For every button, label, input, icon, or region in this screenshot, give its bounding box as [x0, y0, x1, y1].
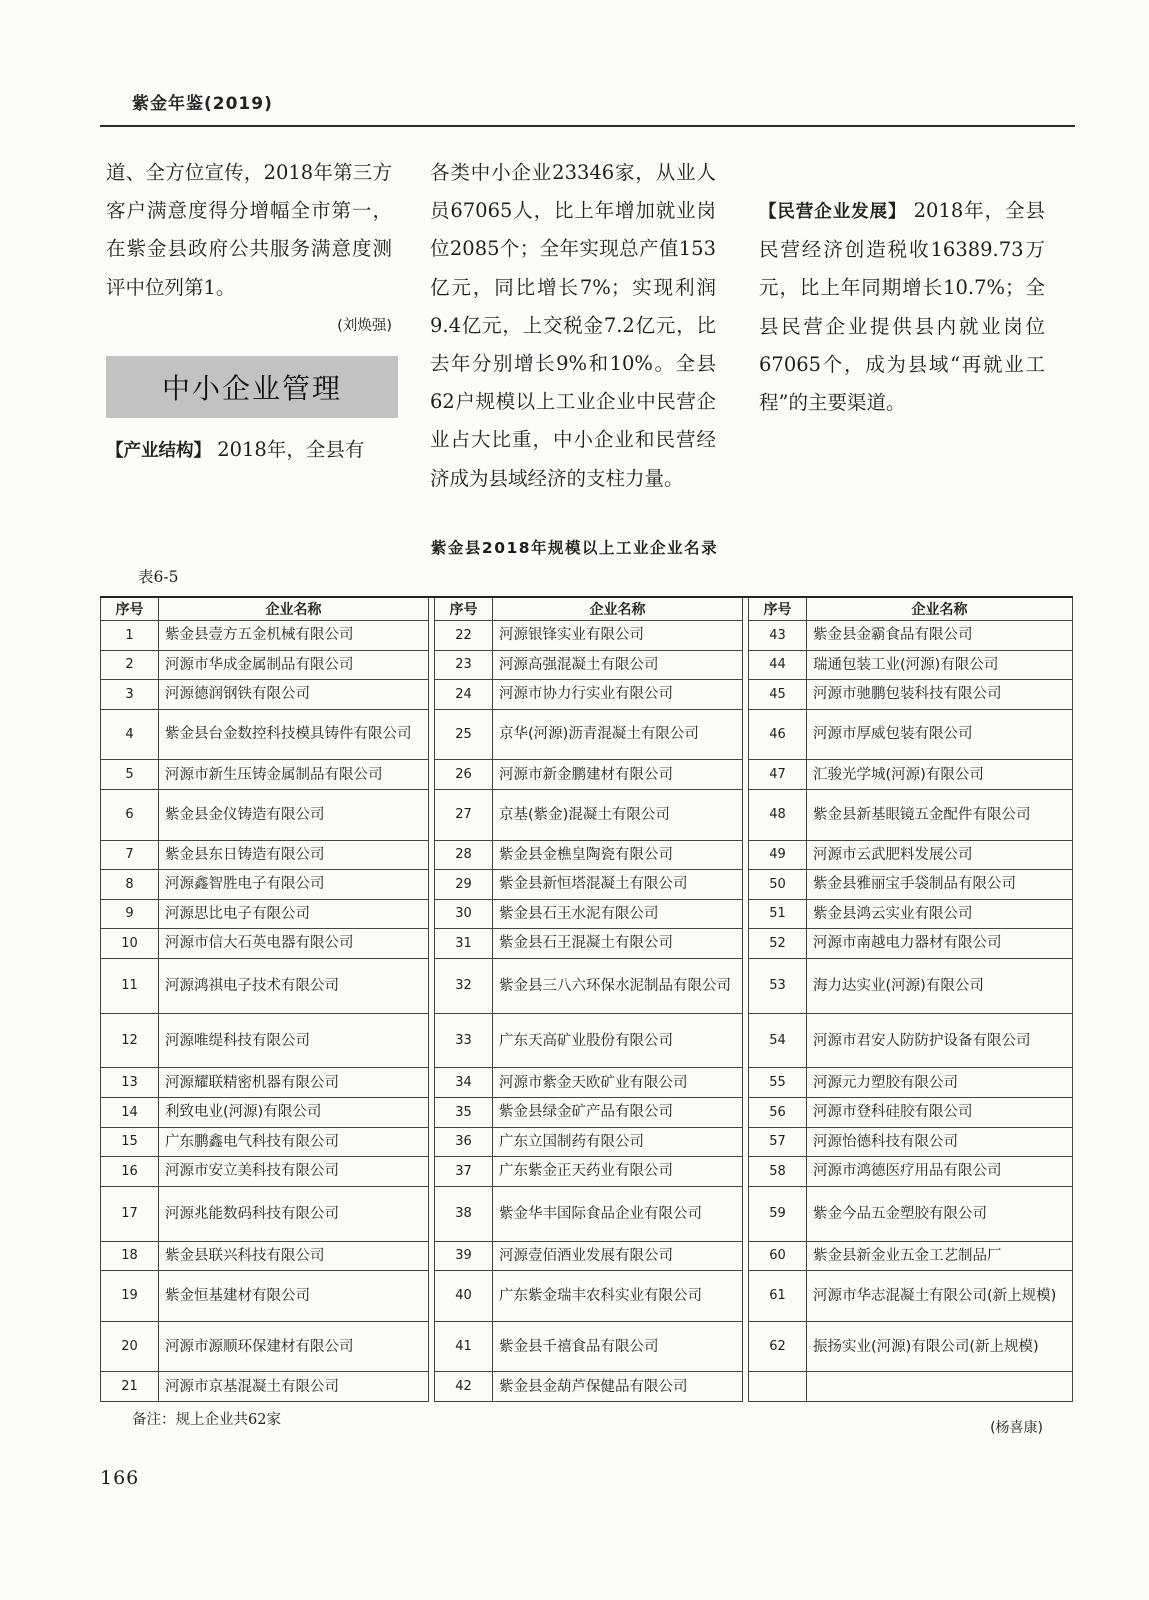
entry-company-name: 河源元力塑胶有限公司 [807, 1068, 1073, 1098]
entry-number: 54 [749, 1013, 807, 1068]
entry-number: 35 [435, 1097, 493, 1127]
author-signature: (刘焕强) [337, 317, 392, 334]
entry-company-name: 紫金县千禧食品有限公司 [493, 1321, 743, 1372]
table-row [101, 1157, 1073, 1187]
paragraph-industry-structure [106, 431, 392, 470]
entry-company-name: 河源鑫智胜电子有限公司 [159, 870, 429, 900]
table-row [101, 709, 1073, 760]
table-row [101, 680, 1073, 710]
table-row [101, 621, 1073, 651]
entry-company-name: 紫金县台金数控科技模具铸件有限公司 [159, 709, 429, 760]
entry-number: 4 [101, 709, 159, 760]
table-header-row [101, 597, 1073, 621]
table-row [101, 1186, 1073, 1241]
entry-company-name: 河源唯缇科技有限公司 [159, 1013, 429, 1068]
entry-number: 36 [435, 1127, 493, 1157]
entry-company-name: 河源市驰鹏包装科技有限公司 [807, 680, 1073, 710]
entry-number: 6 [101, 789, 159, 840]
entry-number: 16 [101, 1157, 159, 1187]
header-rule [100, 125, 1075, 127]
entry-number: 11 [101, 958, 159, 1013]
entry-company-name: 河源德润钢铁有限公司 [159, 680, 429, 710]
entry-number: 23 [435, 650, 493, 680]
entry-number: 32 [435, 958, 493, 1013]
entry-company-name: 河源市君安人防防护设备有限公司 [807, 1013, 1073, 1068]
entry-company-name: 广东天高矿业股份有限公司 [493, 1013, 743, 1068]
header-name: 企业名称 [807, 597, 1073, 621]
entry-number: 13 [101, 1068, 159, 1098]
entry-number [749, 1372, 807, 1402]
entry-company-name: 河源怡德科技有限公司 [807, 1127, 1073, 1157]
table-row [101, 1271, 1073, 1322]
header-name: 企业名称 [493, 597, 743, 621]
entry-number: 58 [749, 1157, 807, 1187]
entry-company-name: 振扬实业(河源)有限公司(新上规模) [807, 1321, 1073, 1372]
table-row [101, 1372, 1073, 1402]
entry-number: 19 [101, 1271, 159, 1322]
entry-number: 5 [101, 760, 159, 790]
entry-number: 25 [435, 709, 493, 760]
entry-company-name: 京基(紫金)混凝土有限公司 [493, 789, 743, 840]
entry-number: 27 [435, 789, 493, 840]
entry-company-name: 紫金恒基建材有限公司 [159, 1271, 429, 1322]
entry-number: 56 [749, 1097, 807, 1127]
entry-company-name: 广东鹏鑫电气科技有限公司 [159, 1127, 429, 1157]
entry-company-name: 海力达实业(河源)有限公司 [807, 958, 1073, 1013]
table-row [101, 760, 1073, 790]
entry-company-name: 紫金今品五金塑胶有限公司 [807, 1186, 1073, 1241]
entry-number: 52 [749, 929, 807, 959]
entry-company-name: 紫金县金仪铸造有限公司 [159, 789, 429, 840]
header-num: 序号 [749, 597, 807, 621]
entry-number: 62 [749, 1321, 807, 1372]
entry-company-name: 汇骏光学城(河源)有限公司 [807, 760, 1073, 790]
entry-number: 41 [435, 1321, 493, 1372]
entry-number: 39 [435, 1241, 493, 1271]
entry-company-name: 河源市新金鹏建材有限公司 [493, 760, 743, 790]
entry-number: 20 [101, 1321, 159, 1372]
entry-number: 34 [435, 1068, 493, 1098]
header-name: 企业名称 [159, 597, 429, 621]
entry-company-name: 瑞通包装工业(河源)有限公司 [807, 650, 1073, 680]
header-num: 序号 [101, 597, 159, 621]
entry-company-name: 河源市鸿德医疗用品有限公司 [807, 1157, 1073, 1187]
entry-number: 55 [749, 1068, 807, 1098]
paragraph-service-evaluation: 道、全方位宣传，2018年第三方客户满意度得分增幅全市第一，在紫金县政府公共服务满意度测评中位列第1。 [106, 161, 392, 299]
table-row [101, 1097, 1073, 1127]
entry-company-name: 河源市紫金天欧矿业有限公司 [493, 1068, 743, 1098]
entry-number: 49 [749, 840, 807, 870]
entry-number: 28 [435, 840, 493, 870]
entry-company-name: 紫金县金葫芦保健品有限公司 [493, 1372, 743, 1402]
enterprise-directory-table [100, 596, 1073, 1402]
table-label: 表6-5 [138, 568, 179, 586]
entry-number: 43 [749, 621, 807, 651]
entry-company-name: 广东紫金瑞丰农科实业有限公司 [493, 1271, 743, 1322]
entry-number: 38 [435, 1186, 493, 1241]
entry-number: 31 [435, 929, 493, 959]
entry-company-name: 广东立国制药有限公司 [493, 1127, 743, 1157]
entry-number: 30 [435, 899, 493, 929]
column-1 [106, 154, 392, 345]
entry-company-name: 河源市源顺环保建材有限公司 [159, 1321, 429, 1372]
entry-company-name: 紫金县壹方五金机械有限公司 [159, 621, 429, 651]
entry-number: 10 [101, 929, 159, 959]
entry-number: 48 [749, 789, 807, 840]
entry-number: 37 [435, 1157, 493, 1187]
entry-company-name: 河源市新生压铸金属制品有限公司 [159, 760, 429, 790]
entry-company-name: 河源耀联精密机器有限公司 [159, 1068, 429, 1098]
entry-company-name: 利致电业(河源)有限公司 [159, 1097, 429, 1127]
entry-company-name: 河源市南越电力器材有限公司 [807, 929, 1073, 959]
entry-number: 61 [749, 1271, 807, 1322]
header-num: 序号 [435, 597, 493, 621]
tag-private-enterprise: 【民营企业发展】 [759, 202, 907, 222]
entry-company-name: 河源壹佰酒业发展有限公司 [493, 1241, 743, 1271]
entry-company-name: 河源市协力行实业有限公司 [493, 680, 743, 710]
table-row [101, 840, 1073, 870]
entry-number: 42 [435, 1372, 493, 1402]
entry-company-name: 河源市华成金属制品有限公司 [159, 650, 429, 680]
table-row [101, 870, 1073, 900]
entry-company-name: 紫金华丰国际食品企业有限公司 [493, 1186, 743, 1241]
entry-number: 47 [749, 760, 807, 790]
table-row [101, 1127, 1073, 1157]
entry-company-name: 紫金县绿金矿产品有限公司 [493, 1097, 743, 1127]
entry-company-name: 河源鸿祺电子技术有限公司 [159, 958, 429, 1013]
entry-company-name: 紫金县石王水泥有限公司 [493, 899, 743, 929]
page-number: 166 [100, 1467, 140, 1489]
entry-number: 59 [749, 1186, 807, 1241]
table-row [101, 1013, 1073, 1068]
entry-company-name: 广东紫金正天药业有限公司 [493, 1157, 743, 1187]
entry-number: 14 [101, 1097, 159, 1127]
entry-company-name: 河源市云武肥料发展公司 [807, 840, 1073, 870]
entry-company-name: 河源市华志混凝土有限公司(新上规模) [807, 1271, 1073, 1322]
entry-number: 60 [749, 1241, 807, 1271]
entry-number: 17 [101, 1186, 159, 1241]
entry-company-name: 紫金县新基眼镜五金配件有限公司 [807, 789, 1073, 840]
industry-structure-text: 2018年，全县有 [211, 438, 365, 461]
entry-company-name: 河源市厚威包装有限公司 [807, 709, 1073, 760]
entry-company-name: 紫金县新金业五金工艺制品厂 [807, 1241, 1073, 1271]
table-row [101, 899, 1073, 929]
private-enterprise-text: 2018年，全县民营经济创造税收16389.73万元，比上年同期增长10.7%；全县民营企业提供县内就业岗位67065个，成为县域“再就业工程”的主要渠道。 [759, 199, 1046, 415]
paragraph-sme-statistics: 各类中小企业23346家，从业人员67065人，比上年增加就业岗位2085个；全年实现总产值153亿元，同比增长7%；实现利润9.4亿元，上交税金7.2亿元，比去年分别增长9%和10%。全县62户规模以上工业企业中民营企业占大比重，中小企业和民营经济成为县域经济的支柱力量。 [430, 161, 716, 490]
entry-company-name: 河源高强混凝土有限公司 [493, 650, 743, 680]
entry-company-name: 河源市信大石英电器有限公司 [159, 929, 429, 959]
entry-number: 44 [749, 650, 807, 680]
table-title: 紫金县2018年规模以上工业企业名录 [430, 539, 719, 557]
table-row [101, 929, 1073, 959]
entry-company-name: 紫金县三八六环保水泥制品有限公司 [493, 958, 743, 1013]
entry-number: 45 [749, 680, 807, 710]
table-row [101, 789, 1073, 840]
entry-number: 12 [101, 1013, 159, 1068]
paragraph-private-enterprise [759, 192, 1045, 422]
entry-number: 24 [435, 680, 493, 710]
entry-number: 15 [101, 1127, 159, 1157]
table-row [101, 958, 1073, 1013]
entry-number: 18 [101, 1241, 159, 1271]
entry-company-name: 京华(河源)沥青混凝土有限公司 [493, 709, 743, 760]
entry-company-name: 紫金县新恒塔混凝土有限公司 [493, 870, 743, 900]
entry-number: 7 [101, 840, 159, 870]
entry-number: 33 [435, 1013, 493, 1068]
table-row [101, 1068, 1073, 1098]
entry-number: 40 [435, 1271, 493, 1322]
entry-number: 26 [435, 760, 493, 790]
entry-company-name: 河源银锋实业有限公司 [493, 621, 743, 651]
table-row [101, 1241, 1073, 1271]
entry-number: 57 [749, 1127, 807, 1157]
entry-company-name: 紫金县联兴科技有限公司 [159, 1241, 429, 1271]
table-row [101, 1321, 1073, 1372]
entry-company-name: 紫金县石王混凝土有限公司 [493, 929, 743, 959]
table-row [101, 650, 1073, 680]
table-note: 备注：规上企业共62家 [132, 1412, 281, 1428]
entry-company-name: 河源市登科硅胶有限公司 [807, 1097, 1073, 1127]
column-3 [759, 192, 1045, 422]
entry-number: 21 [101, 1372, 159, 1402]
running-header: 紫金年鉴(2019) [132, 94, 273, 114]
entry-number: 3 [101, 680, 159, 710]
section-title-banner: 中小企业管理 [106, 356, 398, 418]
entry-company-name: 河源兆能数码科技有限公司 [159, 1186, 429, 1241]
entry-company-name: 紫金县雅丽宝手袋制品有限公司 [807, 870, 1073, 900]
table-credit: (杨喜康) [990, 1420, 1043, 1436]
tag-industry-structure: 【产业结构】 [106, 441, 211, 461]
entry-number: 1 [101, 621, 159, 651]
entry-number: 51 [749, 899, 807, 929]
column-2 [430, 154, 716, 498]
entry-company-name: 河源市京基混凝土有限公司 [159, 1372, 429, 1402]
entry-company-name: 紫金县金樵皇陶瓷有限公司 [493, 840, 743, 870]
entry-number: 46 [749, 709, 807, 760]
entry-number: 2 [101, 650, 159, 680]
entry-number: 29 [435, 870, 493, 900]
entry-number: 8 [101, 870, 159, 900]
entry-number: 9 [101, 899, 159, 929]
entry-number: 22 [435, 621, 493, 651]
entry-number: 50 [749, 870, 807, 900]
entry-number: 53 [749, 958, 807, 1013]
entry-company-name: 紫金县东日铸造有限公司 [159, 840, 429, 870]
entry-company-name: 河源思比电子有限公司 [159, 899, 429, 929]
entry-company-name [807, 1372, 1073, 1402]
entry-company-name: 紫金县鸿云实业有限公司 [807, 899, 1073, 929]
entry-company-name: 河源市安立美科技有限公司 [159, 1157, 429, 1187]
entry-company-name: 紫金县金霸食品有限公司 [807, 621, 1073, 651]
